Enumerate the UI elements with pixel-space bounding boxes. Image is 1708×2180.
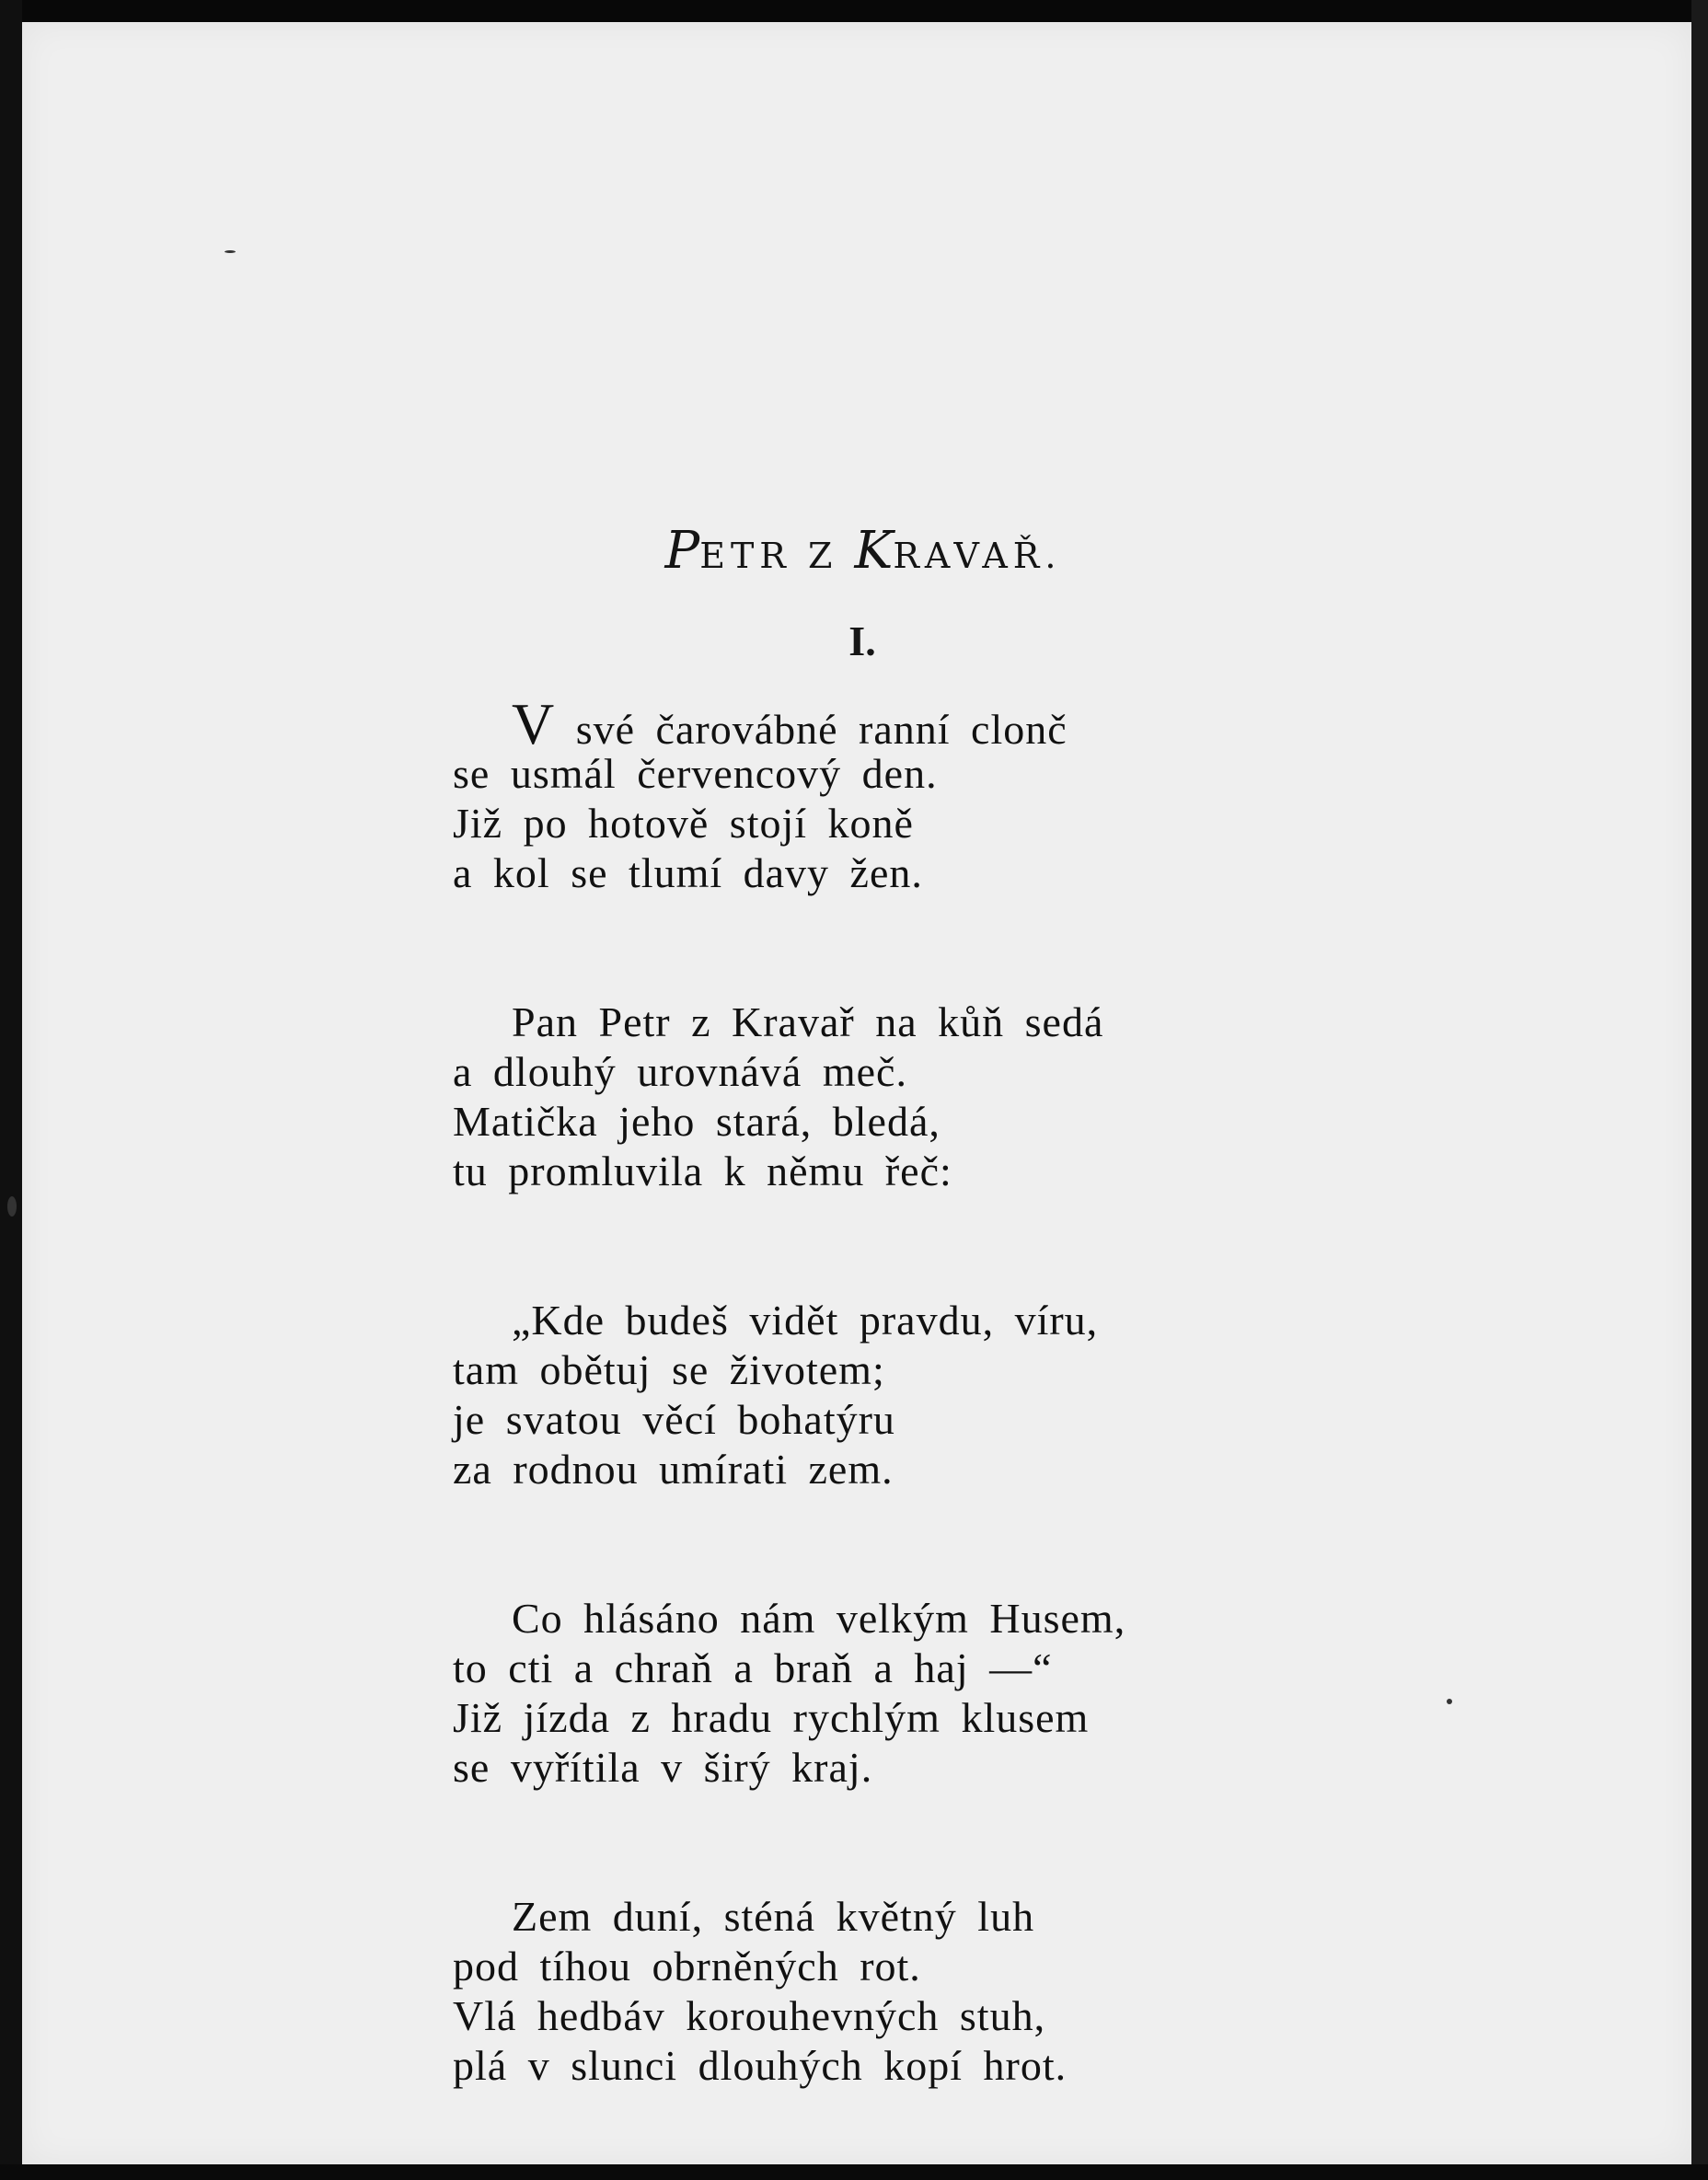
poem-line: tam obětuj se životem; <box>453 1346 885 1393</box>
scan-speck <box>1447 1699 1452 1704</box>
scan-speck <box>225 250 236 253</box>
title-text-part-2: RAVAŘ. <box>893 536 1062 576</box>
title-initial-p: P <box>664 521 700 581</box>
poem-line: Pan Petr z Kravař na kůň sedá <box>512 998 1104 1045</box>
scan-speck <box>7 1196 17 1217</box>
stanza-1 <box>453 691 1189 898</box>
drop-cap: V <box>512 691 556 756</box>
poem-line: „Kde budeš vidět pravdu, víru, <box>512 1297 1099 1344</box>
poem-line: Zem duní, sténá květný luh <box>512 1893 1035 1940</box>
stanza-2 <box>453 998 1189 1196</box>
poem-line: Co hlásáno nám velkým Husem, <box>512 1595 1126 1642</box>
poem-line: je svatou věcí bohatýru <box>453 1396 895 1443</box>
stanza-5 <box>453 1892 1189 2091</box>
poem-line: pod tíhou obrněných rot. <box>453 1943 921 1990</box>
poem-line: Vlá hedbáv korouhevných stuh, <box>453 1992 1046 2039</box>
poem-line: Již po hotově stojí koně <box>453 800 914 847</box>
poem-line: se usmál červencový den. <box>453 750 938 797</box>
section-number: I. <box>848 617 876 664</box>
stanza-4 <box>453 1594 1189 1793</box>
poem-line-text: své čarovábné ranní clonč <box>555 706 1068 753</box>
poem-line: tu promluvila k němu řeč: <box>453 1148 952 1194</box>
stanza-3 <box>453 1296 1189 1494</box>
poem-line: plá v slunci dlouhých kopí hrot. <box>453 2042 1068 2089</box>
poem-line <box>453 691 1189 756</box>
poem-line: a dlouhý urovnává meč. <box>453 1048 907 1095</box>
poem-body <box>453 691 1189 2180</box>
scan-right-edge <box>1691 0 1708 2180</box>
poem-line: a kol se tlumí davy žen. <box>453 849 923 896</box>
poem-line: se vyřítila v širý kraj. <box>453 1744 873 1791</box>
poem-line: Již jízda z hradu rychlým klusem <box>453 1694 1090 1741</box>
poem-title <box>0 521 1708 581</box>
poem-line: Matička jeho stará, bledá, <box>453 1098 941 1145</box>
title-initial-k: K <box>854 521 894 581</box>
scan-top-edge <box>0 0 1708 22</box>
scan-left-edge <box>0 0 22 2180</box>
poem-line: to cti a chraň a braň a haj —“ <box>453 1644 1053 1691</box>
title-text-part-1: ETR Z <box>699 536 855 576</box>
poem-line: za rodnou umírati zem. <box>453 1446 894 1493</box>
